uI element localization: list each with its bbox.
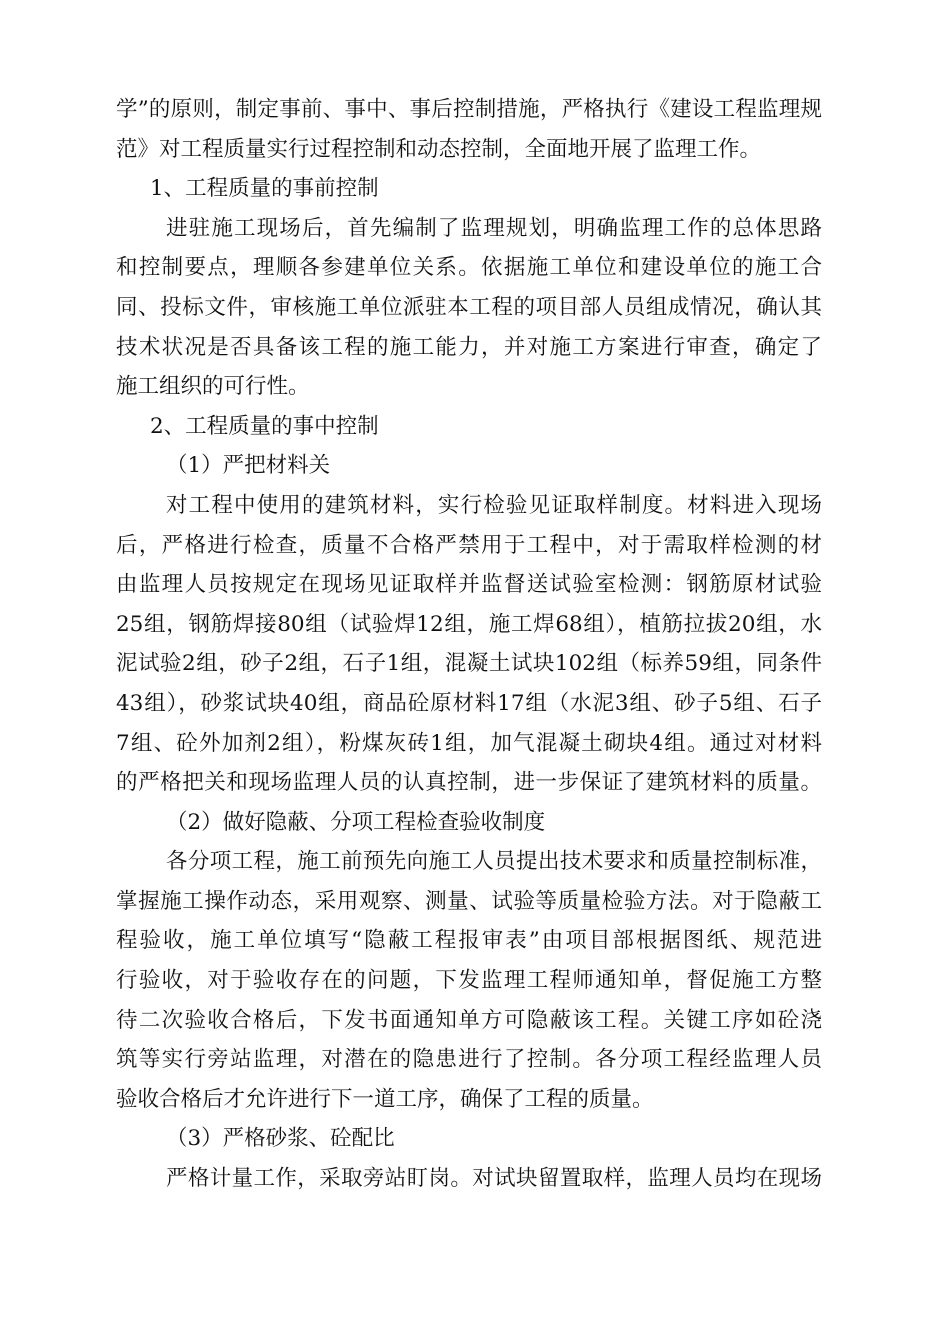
- paragraph-line: 技术状况是否具备该工程的施工能力，并对施工方案进行审查，确定了: [116, 334, 822, 360]
- paragraph-line: 7组、砼外加剂2组），粉煤灰砖1组，加气混凝土砌块4组。通过对材料: [116, 730, 822, 756]
- paragraph-line: 泥试验2组，砂子2组，石子1组，混凝土试块102组（标养59组，同条件: [116, 651, 822, 677]
- section-heading-1: 1、工程质量的事前控制: [150, 176, 379, 202]
- paragraph-line: 筑等实行旁站监理，对潜在的隐患进行了控制。各分项工程经监理人员: [116, 1047, 822, 1073]
- paragraph-line: 的严格把关和现场监理人员的认真控制，进一步保证了建筑材料的质量。: [116, 770, 822, 796]
- paragraph-line: 学”的原则，制定事前、事中、事后控制措施，严格执行《建设工程监理规: [116, 97, 822, 122]
- paragraph-line: 待二次验收合格后，下发书面通知单方可隐蔽该工程。关键工序如砼浇: [116, 1007, 822, 1033]
- subsection-heading-1: （1）严把材料关: [166, 453, 331, 479]
- paragraph-line: 由监理人员按规定在现场见证取样并监督送试验室检测：钢筋原材试验: [116, 572, 822, 598]
- paragraph-line: 掌握施工操作动态，采用观察、测量、试验等质量检验方法。对于隐蔽工: [116, 888, 822, 914]
- section-heading-2: 2、工程质量的事中控制: [150, 413, 379, 439]
- paragraph-line: 同、投标文件，审核施工单位派驻本工程的项目部人员组成情况，确认其: [116, 294, 822, 320]
- document-body: [116, 90, 822, 1199]
- paragraph-line: 后，严格进行检查，质量不合格严禁用于工程中，对于需取样检测的材: [116, 532, 822, 558]
- paragraph-line: 25组，钢筋焊接80组（试验焊12组，施工焊68组），植筋拉拔20组，水: [116, 611, 822, 637]
- paragraph-line: 施工组织的可行性。: [116, 374, 310, 400]
- paragraph-line: 程验收，施工单位填写“隐蔽工程报审表”由项目部根据图纸、规范进: [116, 928, 822, 954]
- paragraph-line: 严格计量工作，采取旁站盯岗。对试块留置取样，监理人员均在现场: [166, 1166, 822, 1192]
- paragraph-line: 行验收，对于验收存在的问题，下发监理工程师通知单，督促施工方整: [116, 968, 822, 994]
- paragraph-line: 验收合格后才允许进行下一道工序，确保了工程的质量。: [116, 1086, 654, 1112]
- subsection-heading-3: （3）严格砂浆、砼配比: [166, 1126, 395, 1152]
- paragraph-line: 43组），砂浆试块40组，商品砼原材料17组（水泥3组、砂子5组、石子: [116, 690, 822, 716]
- paragraph-line: 和控制要点，理顺各参建单位关系。依据施工单位和建设单位的施工合: [116, 255, 822, 281]
- subsection-heading-2: （2）做好隐蔽、分项工程检查验收制度: [166, 809, 546, 835]
- paragraph-line: 对工程中使用的建筑材料，实行检验见证取样制度。材料进入现场: [166, 492, 822, 518]
- paragraph-line: 各分项工程，施工前预先向施工人员提出技术要求和质量控制标准，: [166, 849, 822, 875]
- paragraph-line: 范》对工程质量实行过程控制和动态控制，全面地开展了监理工作。: [116, 136, 762, 162]
- paragraph-line: 进驻施工现场后，首先编制了监理规划，明确监理工作的总体思路: [166, 215, 822, 241]
